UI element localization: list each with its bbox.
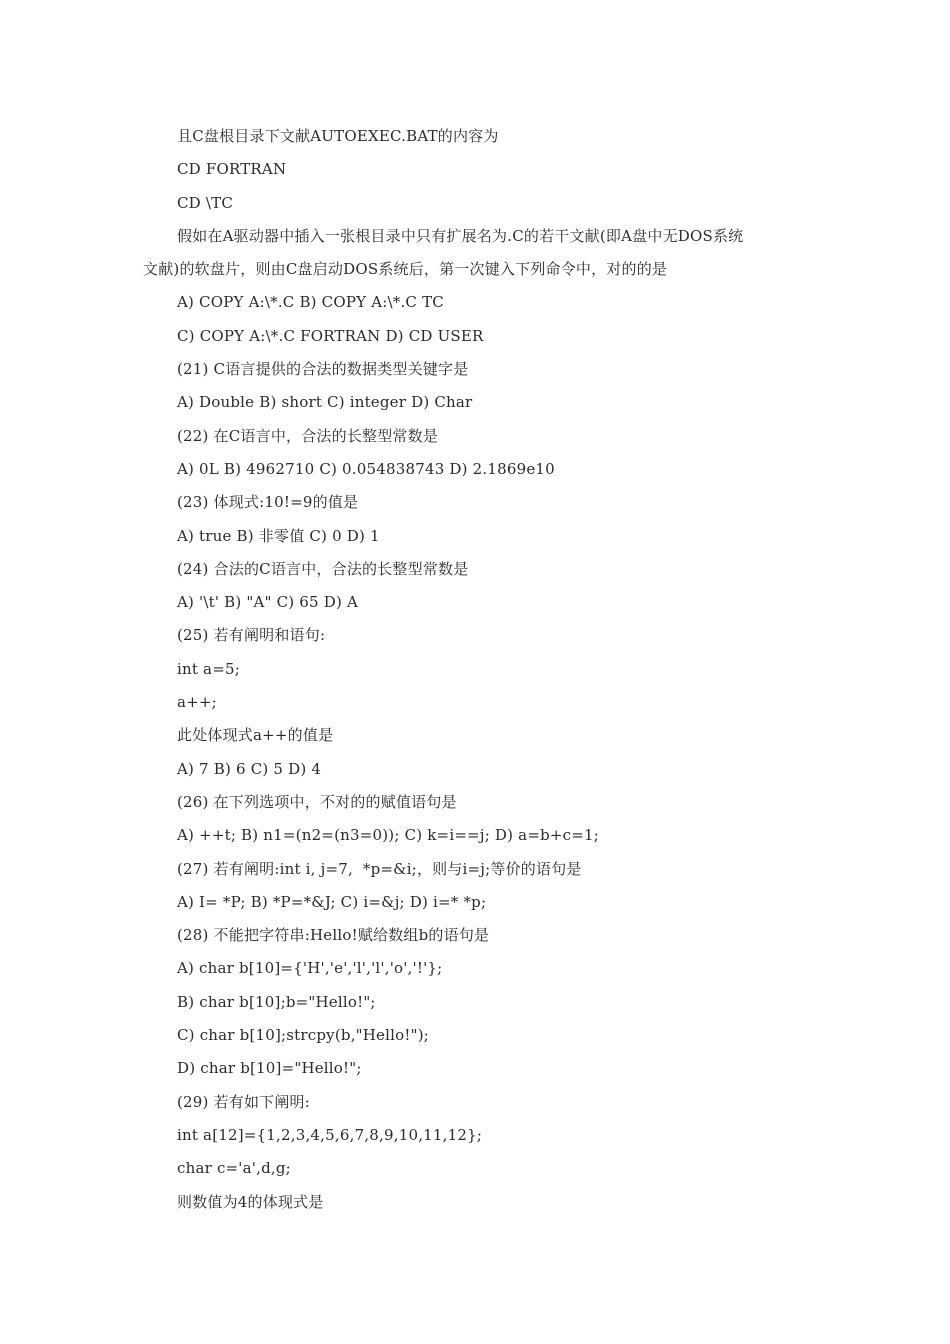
- text-line: (21) C语言提供的合法的数据类型关键字是: [177, 360, 469, 379]
- text-line: C) char b[10];strcpy(b,"Hello!");: [177, 1026, 429, 1045]
- text-line: CD FORTRAN: [177, 160, 287, 179]
- text-line: A) '\t' B) "A" C) 65 D) A: [177, 593, 359, 612]
- document-body: [0, 120, 950, 1219]
- text-line: A) char b[10]={'H','e','l','l','o','!'};: [177, 959, 443, 978]
- text-line: 且C盘根目录下文献AUTOEXEC.BAT的内容为: [177, 127, 499, 145]
- text-line: A) ++t; B) n1=(n2=(n3=0)); C) k=i==j; D) a=b+c=1;: [177, 826, 600, 845]
- text-line: A) Double B) short C) integer D) Char: [177, 393, 473, 412]
- text-line: A) 7 B) 6 C) 5 D) 4: [177, 759, 322, 778]
- text-line: int a[12]={1,2,3,4,5,6,7,8,9,10,11,12};: [177, 1125, 483, 1144]
- text-line: (23) 体现式:10!=9的值是: [177, 493, 359, 512]
- text-line: (22) 在C语言中，合法的长整型常数是: [177, 426, 439, 445]
- text-line: CD \TC: [177, 193, 234, 212]
- text-line: (26) 在下列选项中，不对的的赋值语句是: [177, 792, 457, 811]
- text-line: 文献)的软盘片，则由C盘启动DOS系统后，第一次键入下列命令中，对的的是: [143, 260, 668, 279]
- text-line: A) COPY A:\*.C B) COPY A:\*.C TC: [177, 293, 444, 312]
- text-line: (28) 不能把字符串:Hello!赋给数组b的语句是: [177, 926, 490, 945]
- text-line: (29) 若有如下阐明:: [177, 1092, 311, 1111]
- text-line: A) 0L B) 4962710 C) 0.054838743 D) 2.1869e10: [177, 459, 555, 478]
- text-line: a++;: [177, 693, 217, 712]
- text-line: char c='a',d,g;: [177, 1159, 291, 1178]
- text-line: (25) 若有阐明和语句:: [177, 626, 326, 645]
- text-line: 此处体现式a++的值是: [177, 726, 334, 745]
- text-line: int a=5;: [177, 659, 240, 678]
- text-line: A) I= *P; B) *P=*&J; C) i=&j; D) i=* *p;: [177, 892, 487, 911]
- text-line: D) char b[10]="Hello!";: [177, 1059, 362, 1078]
- text-line: (24) 合法的C语言中，合法的长整型常数是: [177, 559, 469, 578]
- text-line: (27) 若有阐明:int i, j=7, *p=&i;，则与i=j;等价的语句是: [177, 859, 582, 878]
- text-line: 假如在A驱动器中插入一张根目录中只有扩展名为.C的若干文献(即A盘中无DOS系统: [177, 226, 744, 245]
- text-line: 则数值为4的体现式是: [177, 1192, 324, 1211]
- text-line: B) char b[10];b="Hello!";: [177, 992, 376, 1011]
- text-line: A) true B) 非零值 C) 0 D) 1: [177, 526, 380, 545]
- text-line: C) COPY A:\*.C FORTRAN D) CD USER: [177, 326, 484, 345]
